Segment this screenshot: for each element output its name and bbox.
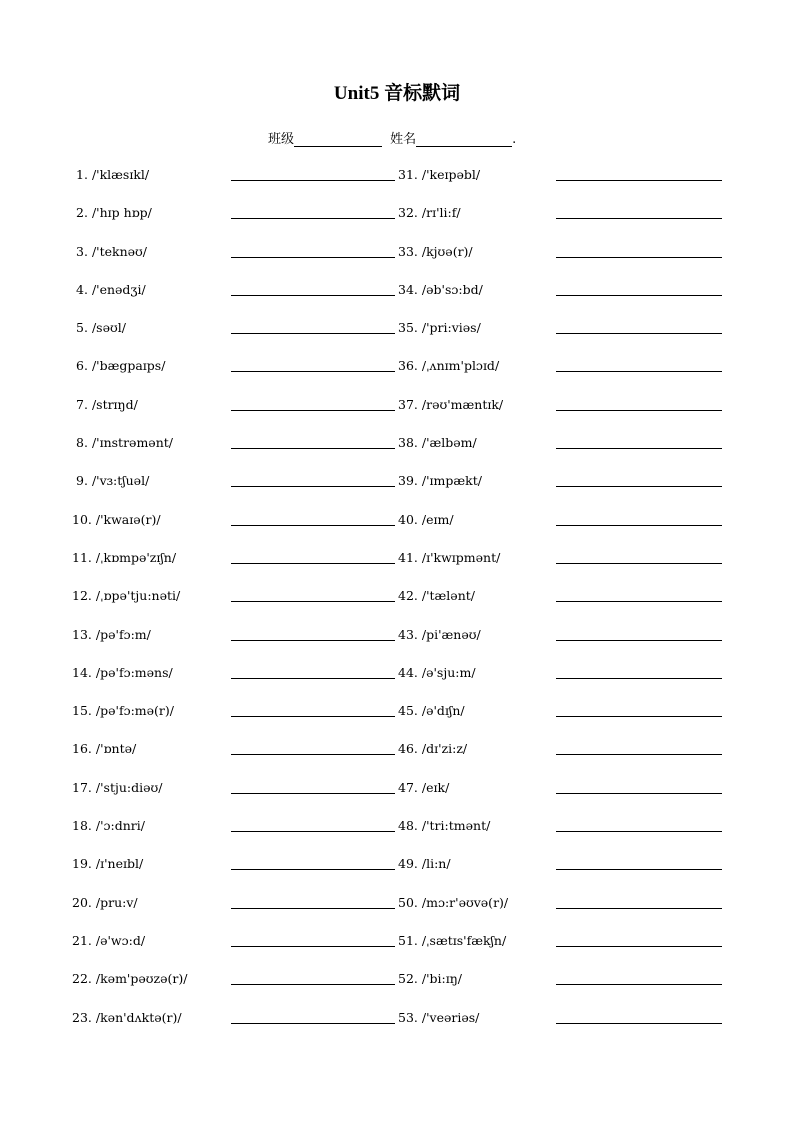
exercise-row — [0, 970, 794, 1008]
item-number: 33. — [398, 243, 418, 259]
end-mark: . — [512, 132, 517, 147]
exercise-item — [76, 396, 138, 414]
answer-blank[interactable] — [231, 525, 395, 526]
item-number: 20. — [72, 894, 92, 910]
answer-blank[interactable] — [556, 601, 722, 602]
item-number: 15. — [72, 703, 92, 719]
exercise-item — [398, 932, 506, 950]
exercise-row — [0, 166, 794, 204]
student-info — [268, 128, 516, 147]
item-number: 1. — [76, 167, 88, 182]
phonetic-text: /'ɔ:dnri/ — [95, 818, 145, 834]
exercise-row — [0, 204, 794, 242]
exercise-row — [0, 626, 794, 664]
exercise-row — [0, 740, 794, 778]
phonetic-text: /pru:v/ — [95, 894, 138, 910]
item-number: 7. — [76, 396, 88, 412]
item-number: 50. — [398, 894, 418, 910]
item-number: 2. — [76, 205, 88, 221]
exercise-item — [76, 243, 147, 261]
answer-blank[interactable] — [231, 410, 395, 411]
item-number: 41. — [398, 549, 418, 565]
answer-blank[interactable] — [556, 754, 722, 755]
answer-blank[interactable] — [556, 640, 722, 641]
phonetic-text: /ə'sju:m/ — [421, 664, 476, 680]
item-number: 4. — [76, 281, 88, 297]
answer-blank[interactable] — [556, 410, 722, 411]
exercise-item — [398, 817, 490, 835]
phonetic-text: /'stju:diəʊ/ — [95, 779, 163, 795]
item-number: 12. — [72, 588, 92, 604]
exercise-row — [0, 855, 794, 893]
exercise-item — [398, 549, 500, 567]
phonetic-text: /'pri:viəs/ — [421, 320, 481, 336]
answer-blank[interactable] — [231, 678, 395, 679]
phonetic-text: /mɔ:r'əʊvə(r)/ — [421, 894, 509, 910]
exercise-item — [72, 932, 145, 950]
item-number: 47. — [398, 779, 418, 795]
item-number: 21. — [72, 932, 92, 948]
exercise-list — [0, 166, 794, 1047]
exercise-item — [76, 281, 146, 299]
exercise-item — [398, 434, 477, 452]
exercise-item — [72, 894, 138, 912]
answer-blank[interactable] — [231, 371, 395, 372]
exercise-item — [398, 204, 461, 222]
answer-blank[interactable] — [556, 678, 722, 679]
exercise-item — [398, 281, 483, 299]
exercise-item — [398, 319, 481, 337]
exercise-item — [76, 166, 149, 184]
phonetic-text: /'hɪp hɒp/ — [91, 205, 152, 221]
item-number: 36. — [398, 358, 418, 374]
item-number: 48. — [398, 818, 418, 834]
answer-blank[interactable] — [231, 563, 395, 564]
exercise-row — [0, 894, 794, 932]
exercise-item — [398, 702, 465, 720]
exercise-item — [76, 319, 126, 337]
phonetic-text: /rəʊ'mæntɪk/ — [421, 396, 504, 412]
phonetic-text: /'tri:tmənt/ — [421, 818, 491, 834]
item-number: 34. — [398, 281, 418, 297]
phonetic-text: /kəm'pəʊzə(r)/ — [95, 971, 188, 987]
exercise-row — [0, 434, 794, 472]
item-number: 42. — [398, 588, 418, 604]
item-number: 32. — [398, 205, 418, 221]
answer-blank[interactable] — [231, 180, 395, 181]
answer-blank[interactable] — [231, 984, 395, 985]
phonetic-text: /'enədʒi/ — [91, 281, 146, 297]
phonetic-text: /'kwaɪə(r)/ — [95, 511, 161, 527]
item-number: 35. — [398, 320, 418, 336]
answer-blank[interactable] — [231, 869, 395, 870]
phonetic-text: /'bægpaɪps/ — [91, 358, 166, 374]
item-number: 31. — [398, 167, 418, 182]
item-number: 37. — [398, 396, 418, 412]
phonetic-text: /li:n/ — [421, 856, 451, 872]
exercise-item — [72, 626, 151, 644]
exercise-item — [72, 664, 173, 682]
exercise-item — [72, 549, 176, 567]
item-number: 16. — [72, 741, 92, 757]
exercise-item — [72, 855, 143, 873]
exercise-item — [398, 243, 473, 261]
answer-blank[interactable] — [556, 908, 722, 909]
answer-blank[interactable] — [231, 333, 395, 334]
exercise-item — [398, 779, 449, 797]
exercise-item — [76, 472, 149, 490]
exercise-item — [398, 664, 476, 682]
item-number: 8. — [76, 435, 88, 451]
phonetic-text: /rɪ'li:f/ — [421, 205, 461, 221]
phonetic-text: /pi'ænəʊ/ — [421, 626, 481, 642]
name-blank[interactable] — [416, 132, 512, 147]
item-number: 22. — [72, 971, 92, 987]
answer-blank[interactable] — [556, 793, 722, 794]
exercise-row — [0, 319, 794, 357]
answer-blank[interactable] — [556, 869, 722, 870]
exercise-item — [72, 702, 174, 720]
phonetic-text: /dɪ'zi:z/ — [421, 741, 468, 757]
phonetic-text: /'ɒntə/ — [95, 741, 137, 757]
exercise-row — [0, 587, 794, 625]
exercise-row — [0, 357, 794, 395]
item-number: 11. — [72, 549, 92, 565]
phonetic-text: /'keɪpəbl/ — [421, 167, 481, 182]
item-number: 49. — [398, 856, 418, 872]
answer-blank[interactable] — [556, 984, 722, 985]
item-number: 45. — [398, 703, 418, 719]
phonetic-text: /pə'fɔ:mə(r)/ — [95, 703, 174, 719]
phonetic-text: /eɪm/ — [421, 511, 454, 527]
exercise-item — [398, 587, 475, 605]
answer-blank[interactable] — [231, 716, 395, 717]
answer-blank[interactable] — [556, 525, 722, 526]
exercise-item — [72, 817, 145, 835]
phonetic-text: /'ælbəm/ — [421, 435, 477, 451]
exercise-row — [0, 702, 794, 740]
item-number: 43. — [398, 626, 418, 642]
answer-blank[interactable] — [231, 831, 395, 832]
name-label: 姓名 — [390, 132, 417, 147]
exercise-item — [398, 894, 508, 912]
exercise-row — [0, 817, 794, 855]
answer-blank[interactable] — [231, 448, 395, 449]
phonetic-text: /ˌkɒmpə'zɪʃn/ — [95, 549, 177, 565]
phonetic-text: /'tælənt/ — [421, 588, 475, 604]
answer-blank[interactable] — [231, 601, 395, 602]
answer-blank[interactable] — [556, 295, 722, 296]
item-number: 23. — [72, 1009, 92, 1025]
exercise-item — [398, 166, 480, 184]
exercise-item — [72, 511, 161, 529]
exercise-item — [398, 1009, 479, 1027]
phonetic-text: /səʊl/ — [91, 320, 126, 336]
phonetic-text: /ɪ'neɪbl/ — [95, 856, 144, 872]
phonetic-text: /ˌsætɪs'fækʃn/ — [421, 932, 507, 948]
item-number: 44. — [398, 664, 418, 680]
phonetic-text: /ə'dɪʃn/ — [421, 703, 465, 719]
item-number: 18. — [72, 818, 92, 834]
phonetic-text: /'vɜ:tʃuəl/ — [91, 473, 150, 489]
phonetic-text: /ˌɒpə'tju:nəti/ — [95, 588, 181, 604]
exercise-row — [0, 779, 794, 817]
answer-blank[interactable] — [231, 486, 395, 487]
class-label: 班级 — [268, 132, 295, 147]
exercise-item — [398, 396, 503, 414]
answer-blank[interactable] — [556, 563, 722, 564]
item-number: 9. — [76, 473, 88, 489]
item-number: 6. — [76, 358, 88, 374]
exercise-item — [72, 970, 187, 988]
phonetic-text: /pə'fɔ:m/ — [95, 626, 151, 642]
exercise-item — [398, 511, 454, 529]
answer-blank[interactable] — [231, 218, 395, 219]
phonetic-text: /'ɪmpækt/ — [421, 473, 482, 489]
exercise-item — [76, 204, 152, 222]
phonetic-text: /ə'wɔ:d/ — [95, 932, 146, 948]
exercise-row — [0, 281, 794, 319]
exercise-item — [398, 626, 481, 644]
answer-blank[interactable] — [231, 793, 395, 794]
exercise-item — [398, 472, 482, 490]
answer-blank[interactable] — [231, 257, 395, 258]
exercise-item — [398, 357, 499, 375]
exercise-row — [0, 932, 794, 970]
answer-blank[interactable] — [231, 908, 395, 909]
exercise-item — [72, 779, 162, 797]
item-number: 38. — [398, 435, 418, 451]
phonetic-text: /kən'dʌktə(r)/ — [95, 1009, 182, 1025]
page-title: Unit5 音标默词 — [333, 83, 461, 104]
exercise-row — [0, 396, 794, 434]
answer-blank[interactable] — [231, 295, 395, 296]
answer-blank[interactable] — [556, 333, 722, 334]
exercise-item — [72, 1009, 182, 1027]
phonetic-text: /əb'sɔ:bd/ — [421, 281, 483, 297]
exercise-row — [0, 664, 794, 702]
phonetic-text: /'veəriəs/ — [421, 1009, 480, 1025]
exercise-item — [76, 434, 173, 452]
phonetic-text: /ˌʌnɪm'plɔɪd/ — [421, 358, 500, 374]
answer-blank[interactable] — [556, 180, 722, 181]
exercise-row — [0, 472, 794, 510]
item-number: 13. — [72, 626, 92, 642]
answer-blank[interactable] — [556, 831, 722, 832]
answer-blank[interactable] — [556, 946, 722, 947]
phonetic-text: /'ɪnstrəmənt/ — [91, 435, 173, 451]
item-number: 10. — [72, 511, 92, 527]
answer-blank[interactable] — [556, 218, 722, 219]
exercise-item — [398, 855, 451, 873]
exercise-item — [72, 587, 180, 605]
phonetic-text: /pə'fɔ:məns/ — [95, 664, 173, 680]
item-number: 19. — [72, 856, 92, 872]
exercise-row — [0, 511, 794, 549]
item-number: 17. — [72, 779, 92, 795]
answer-blank[interactable] — [556, 1023, 722, 1024]
phonetic-text: /'teknəʊ/ — [91, 243, 147, 259]
item-number: 51. — [398, 932, 418, 948]
answer-blank[interactable] — [231, 946, 395, 947]
exercise-row — [0, 243, 794, 281]
answer-blank[interactable] — [556, 257, 722, 258]
answer-blank[interactable] — [556, 486, 722, 487]
item-number: 5. — [76, 320, 88, 336]
item-number: 52. — [398, 971, 418, 987]
item-number: 14. — [72, 664, 92, 680]
answer-blank[interactable] — [556, 371, 722, 372]
exercise-row — [0, 549, 794, 587]
exercise-item — [398, 740, 467, 758]
exercise-item — [72, 740, 136, 758]
answer-blank[interactable] — [556, 716, 722, 717]
answer-blank[interactable] — [231, 1023, 395, 1024]
phonetic-text: /strɪŋd/ — [91, 396, 138, 412]
answer-blank[interactable] — [231, 754, 395, 755]
item-number: 39. — [398, 473, 418, 489]
phonetic-text: /ɪ'kwɪpmənt/ — [421, 549, 501, 565]
exercise-item — [76, 357, 165, 375]
item-number: 3. — [76, 243, 88, 259]
phonetic-text: /'klæsɪkl/ — [91, 167, 150, 182]
item-number: 46. — [398, 741, 418, 757]
phonetic-text: /kjʊə(r)/ — [421, 243, 473, 259]
exercise-item — [398, 970, 462, 988]
item-number: 40. — [398, 511, 418, 527]
answer-blank[interactable] — [231, 640, 395, 641]
phonetic-text: /'bi:ɪŋ/ — [421, 971, 463, 987]
phonetic-text: /eɪk/ — [421, 779, 450, 795]
exercise-row — [0, 1009, 794, 1047]
answer-blank[interactable] — [556, 448, 722, 449]
item-number: 53. — [398, 1009, 418, 1025]
class-blank[interactable] — [294, 132, 382, 147]
